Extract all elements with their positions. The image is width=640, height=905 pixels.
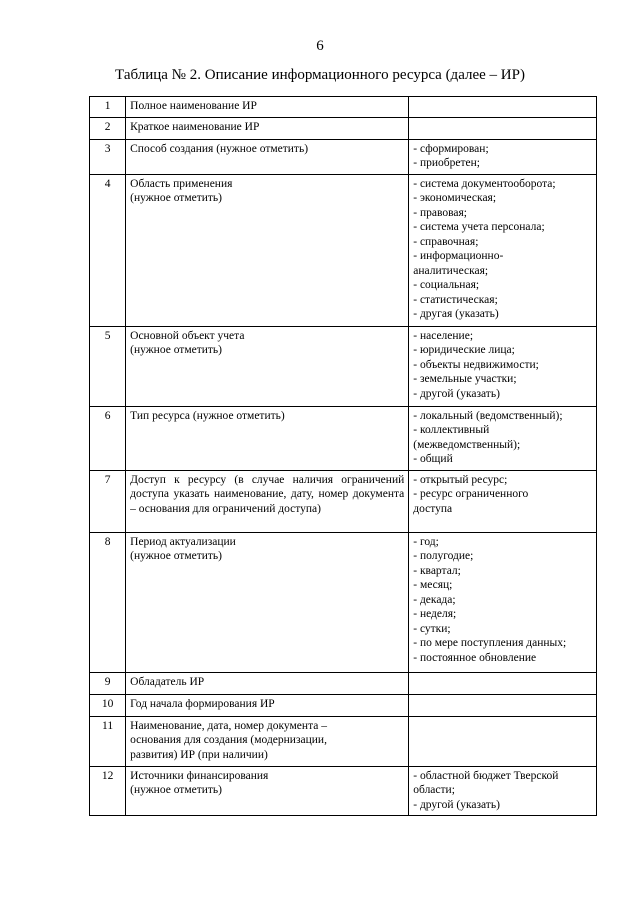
option-item: - население; bbox=[413, 329, 474, 342]
row-options bbox=[409, 139, 597, 174]
row-number: 8 bbox=[90, 532, 126, 672]
table-row bbox=[90, 117, 597, 139]
option-item: - постоянное обновление bbox=[413, 651, 537, 664]
option-item: - квартал; bbox=[413, 564, 461, 577]
row-number: 12 bbox=[90, 766, 126, 816]
label-line: основания для создания (модернизации, bbox=[130, 734, 327, 746]
table-row bbox=[90, 326, 597, 406]
option-item: - общий bbox=[413, 453, 453, 465]
row-options bbox=[409, 694, 597, 716]
label-line: Полное наименование ИР bbox=[130, 100, 257, 112]
row-label bbox=[126, 470, 409, 532]
label-line: Доступ к ресурсу (в случае наличия ограничений доступа указать наименование, дату, номер документа – основания для ограничений доступа) bbox=[130, 473, 405, 515]
row-options bbox=[409, 117, 597, 139]
option-item: - объекты недвижимости; bbox=[413, 358, 539, 371]
option-item: - статистическая; bbox=[413, 293, 498, 306]
option-item: - полугодие; bbox=[413, 550, 474, 562]
table-title: Таблица № 2. Описание информационного ресурса (далее – ИР) bbox=[115, 67, 525, 83]
option-item: - экономическая; bbox=[413, 192, 497, 204]
option-item: аналитическая; bbox=[413, 264, 489, 277]
option-item: - другой (указать) bbox=[413, 387, 500, 400]
row-label bbox=[126, 97, 409, 118]
row-options bbox=[409, 97, 597, 118]
row-number: 3 bbox=[90, 139, 126, 174]
option-item: - система учета персонала; bbox=[413, 221, 545, 233]
label-line: развития) ИР (при наличии) bbox=[130, 748, 268, 761]
row-label bbox=[126, 766, 409, 816]
table-row bbox=[90, 406, 597, 470]
row-label bbox=[126, 694, 409, 716]
label-line: (нужное отметить) bbox=[130, 784, 222, 796]
row-options bbox=[409, 672, 597, 694]
row-label bbox=[126, 532, 409, 672]
label-line: Способ создания (нужное отметить) bbox=[130, 142, 309, 155]
row-options bbox=[409, 326, 597, 406]
row-label bbox=[126, 672, 409, 694]
option-item: - приобретен; bbox=[413, 157, 480, 169]
label-line: Источники финансирования bbox=[130, 769, 269, 782]
option-item: - сформирован; bbox=[413, 142, 489, 155]
option-item: - открытый ресурс; bbox=[413, 473, 508, 486]
table-row bbox=[90, 694, 597, 716]
option-item: - по мере поступления данных; bbox=[413, 637, 567, 649]
table-row bbox=[90, 672, 597, 694]
row-label bbox=[126, 174, 409, 326]
label-line: Наименование, дата, номер документа – bbox=[130, 719, 327, 732]
option-item: - система документооборота; bbox=[413, 177, 556, 190]
table-row bbox=[90, 716, 597, 766]
row-label bbox=[126, 139, 409, 174]
row-options bbox=[409, 406, 597, 470]
option-item: - ресурс ограниченного bbox=[413, 488, 529, 500]
label-line: Краткое наименование ИР bbox=[130, 120, 260, 133]
option-item: - коллективный bbox=[413, 424, 490, 436]
row-options bbox=[409, 532, 597, 672]
table-row bbox=[90, 766, 597, 816]
row-number: 6 bbox=[90, 406, 126, 470]
option-item: - сутки; bbox=[413, 622, 451, 635]
label-line: (нужное отметить) bbox=[130, 550, 222, 562]
row-number: 11 bbox=[90, 716, 126, 766]
label-line: Область применения bbox=[130, 177, 233, 190]
table-row bbox=[90, 470, 597, 532]
row-number: 4 bbox=[90, 174, 126, 326]
option-item: области; bbox=[413, 784, 455, 796]
option-item: - год; bbox=[413, 535, 439, 548]
row-number: 9 bbox=[90, 672, 126, 694]
label-line: Год начала формирования ИР bbox=[130, 697, 275, 710]
row-label bbox=[126, 326, 409, 406]
row-number: 7 bbox=[90, 470, 126, 532]
option-item: - другой (указать) bbox=[413, 798, 500, 811]
row-number: 1 bbox=[90, 97, 126, 118]
option-item: - локальный (ведомственный); bbox=[413, 409, 563, 422]
row-options bbox=[409, 174, 597, 326]
option-item: доступа bbox=[413, 502, 453, 515]
row-label bbox=[126, 117, 409, 139]
option-item: - справочная; bbox=[413, 235, 479, 248]
option-item: - земельные участки; bbox=[413, 373, 517, 385]
label-line: Обладатель ИР bbox=[130, 675, 205, 688]
option-item: - социальная; bbox=[413, 279, 480, 291]
label-line: (нужное отметить) bbox=[130, 344, 222, 356]
label-line: Основной объект учета bbox=[130, 329, 245, 342]
label-line: Тип ресурса (нужное отметить) bbox=[130, 409, 285, 422]
table-row bbox=[90, 97, 597, 118]
option-item: - другая (указать) bbox=[413, 308, 499, 320]
row-options bbox=[409, 766, 597, 816]
option-item: - месяц; bbox=[413, 579, 453, 591]
row-label bbox=[126, 406, 409, 470]
table-row bbox=[90, 174, 597, 326]
row-options bbox=[409, 716, 597, 766]
option-item: - информационно- bbox=[413, 250, 504, 262]
page-number: 6 bbox=[316, 38, 324, 54]
label-line: Период актуализации bbox=[130, 535, 236, 548]
row-number: 5 bbox=[90, 326, 126, 406]
row-number: 10 bbox=[90, 694, 126, 716]
option-item: - юридические лица; bbox=[413, 344, 515, 356]
label-line: (нужное отметить) bbox=[130, 192, 222, 204]
option-item: - декада; bbox=[413, 593, 456, 606]
row-options bbox=[409, 470, 597, 532]
table-row bbox=[90, 532, 597, 672]
option-item: - неделя; bbox=[413, 608, 457, 620]
row-number: 2 bbox=[90, 117, 126, 139]
row-label bbox=[126, 716, 409, 766]
option-item: - областной бюджет Тверской bbox=[413, 769, 559, 782]
table-row bbox=[90, 139, 597, 174]
resource-description-table bbox=[89, 96, 597, 816]
option-item: - правовая; bbox=[413, 206, 467, 219]
option-item: (межведомственный); bbox=[413, 438, 521, 451]
